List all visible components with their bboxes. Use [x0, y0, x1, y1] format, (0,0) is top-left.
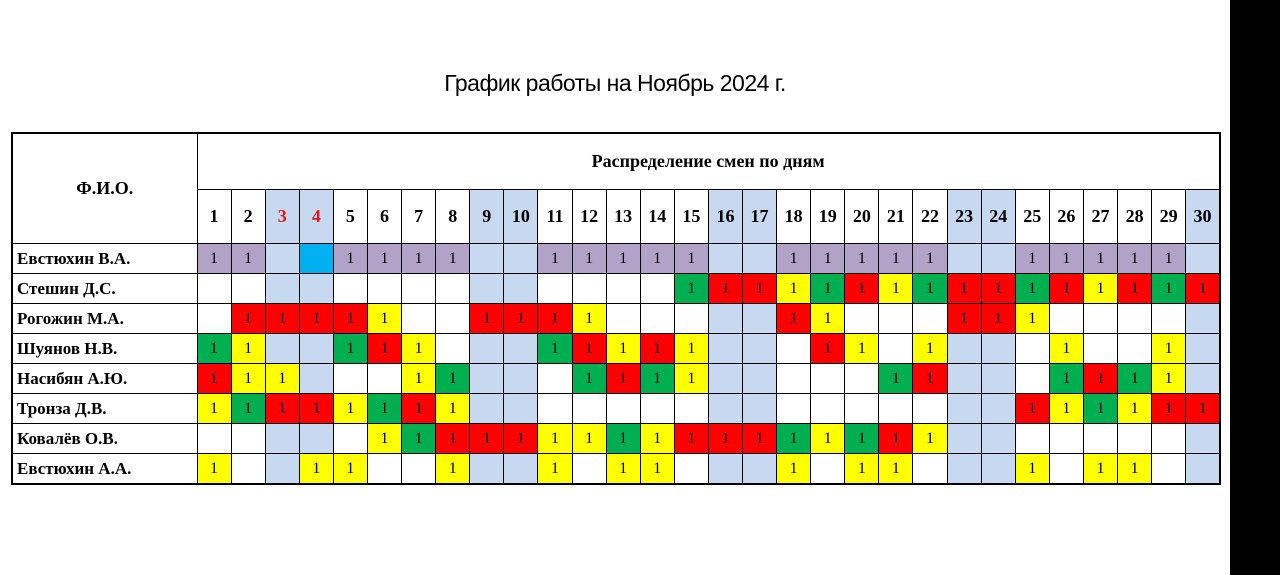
shift-cell: 1 [1083, 454, 1117, 485]
shift-cell: 1 [436, 424, 470, 454]
shift-cell [879, 394, 913, 424]
shift-cell [947, 334, 981, 364]
day-header-18: 18 [777, 190, 811, 244]
shift-cell [265, 244, 299, 274]
shift-cell: 1 [436, 454, 470, 485]
day-header-10: 10 [504, 190, 538, 244]
shift-cell: 1 [640, 334, 674, 364]
shift-cell [708, 304, 742, 334]
shift-cell: 1 [1118, 454, 1152, 485]
shift-cell: 1 [333, 334, 367, 364]
shift-cell [777, 364, 811, 394]
shift-cell [231, 454, 265, 485]
shift-cell [572, 394, 606, 424]
shift-cell: 1 [606, 454, 640, 485]
shift-cell [265, 454, 299, 485]
shift-cell: 1 [1083, 274, 1117, 304]
shift-cell: 1 [402, 424, 436, 454]
shift-distribution-header: Распределение смен по дням [197, 133, 1220, 190]
day-header-26: 26 [1049, 190, 1083, 244]
shift-cell [743, 304, 777, 334]
shift-cell [947, 424, 981, 454]
shift-cell [333, 364, 367, 394]
shift-cell [913, 304, 947, 334]
shift-cell [299, 274, 333, 304]
day-header-24: 24 [981, 190, 1015, 244]
shift-cell: 1 [367, 244, 401, 274]
shift-cell: 1 [1152, 334, 1186, 364]
shift-cell: 1 [1083, 244, 1117, 274]
shift-cell: 1 [777, 274, 811, 304]
shift-cell: 1 [743, 274, 777, 304]
shift-cell [947, 364, 981, 394]
shift-cell: 1 [1049, 274, 1083, 304]
shift-cell [299, 244, 333, 274]
shift-cell [1186, 244, 1220, 274]
shift-cell: 1 [1186, 394, 1220, 424]
shift-cell: 1 [1083, 394, 1117, 424]
day-header-5: 5 [333, 190, 367, 244]
shift-cell: 1 [708, 274, 742, 304]
day-header-1: 1 [197, 190, 231, 244]
shift-cell: 1 [913, 244, 947, 274]
employee-name: Рогожин М.А. [12, 304, 197, 334]
shift-cell [538, 394, 572, 424]
shift-cell [231, 424, 265, 454]
shift-cell: 1 [845, 424, 879, 454]
shift-cell [470, 394, 504, 424]
shift-cell [504, 244, 538, 274]
shift-cell: 1 [197, 364, 231, 394]
shift-cell [1049, 304, 1083, 334]
shift-cell [1083, 424, 1117, 454]
table-row [12, 454, 1220, 485]
shift-cell [1186, 334, 1220, 364]
shift-cell: 1 [231, 394, 265, 424]
shift-cell [1152, 304, 1186, 334]
shift-cell: 1 [504, 304, 538, 334]
shift-cell [981, 244, 1015, 274]
shift-cell [1152, 454, 1186, 485]
shift-cell [981, 334, 1015, 364]
shift-cell: 1 [777, 304, 811, 334]
shift-cell: 1 [367, 394, 401, 424]
shift-cell [674, 454, 708, 485]
shift-cell: 1 [265, 364, 299, 394]
shift-cell: 1 [1152, 364, 1186, 394]
day-header-2: 2 [231, 190, 265, 244]
shift-cell [606, 304, 640, 334]
shift-cell: 1 [811, 304, 845, 334]
shift-cell: 1 [572, 424, 606, 454]
employee-name: Стешин Д.С. [12, 274, 197, 304]
shift-cell: 1 [947, 274, 981, 304]
shift-cell [402, 454, 436, 485]
shift-cell [606, 394, 640, 424]
shift-cell: 1 [1049, 364, 1083, 394]
shift-cell: 1 [879, 364, 913, 394]
shift-cell [1186, 364, 1220, 394]
shift-cell [1015, 364, 1049, 394]
shift-cell: 1 [947, 304, 981, 334]
day-header-3: 3 [265, 190, 299, 244]
shift-cell: 1 [640, 454, 674, 485]
shift-cell [708, 244, 742, 274]
screen-edge-bar [1230, 0, 1280, 575]
day-header-19: 19 [811, 190, 845, 244]
shift-cell [299, 334, 333, 364]
day-header-23: 23 [947, 190, 981, 244]
shift-cell: 1 [538, 304, 572, 334]
shift-cell [743, 454, 777, 485]
employee-name: Евстюхин А.А. [12, 454, 197, 485]
employee-name: Шуянов Н.В. [12, 334, 197, 364]
employee-name: Евстюхин В.А. [12, 244, 197, 274]
shift-cell [947, 454, 981, 485]
shift-cell: 1 [1152, 274, 1186, 304]
shift-cell [197, 304, 231, 334]
shift-cell [845, 364, 879, 394]
shift-cell: 1 [470, 424, 504, 454]
shift-cell [367, 274, 401, 304]
shift-cell: 1 [1015, 394, 1049, 424]
shift-cell [572, 454, 606, 485]
shift-cell: 1 [436, 244, 470, 274]
shift-cell: 1 [674, 274, 708, 304]
day-header-30: 30 [1186, 190, 1220, 244]
table-row [12, 244, 1220, 274]
shift-cell: 1 [572, 304, 606, 334]
shift-cell: 1 [606, 334, 640, 364]
shift-cell: 1 [777, 454, 811, 485]
shift-cell [504, 334, 538, 364]
shift-cell [743, 244, 777, 274]
shift-cell: 1 [402, 364, 436, 394]
shift-cell [265, 424, 299, 454]
day-header-16: 16 [708, 190, 742, 244]
shift-cell: 1 [674, 244, 708, 274]
shift-cell: 1 [674, 364, 708, 394]
shift-cell [708, 454, 742, 485]
shift-cell: 1 [1015, 274, 1049, 304]
shift-cell: 1 [333, 244, 367, 274]
shift-cell: 1 [333, 304, 367, 334]
shift-cell [538, 274, 572, 304]
day-header-22: 22 [913, 190, 947, 244]
shift-cell: 1 [845, 274, 879, 304]
shift-cell: 1 [367, 304, 401, 334]
shift-cell: 1 [299, 394, 333, 424]
shift-cell: 1 [1049, 394, 1083, 424]
day-header-7: 7 [402, 190, 436, 244]
shift-cell [981, 364, 1015, 394]
shift-cell: 1 [231, 304, 265, 334]
schedule-table [11, 132, 1221, 485]
shift-cell [743, 334, 777, 364]
shift-cell [743, 364, 777, 394]
shift-cell: 1 [367, 334, 401, 364]
shift-cell: 1 [845, 454, 879, 485]
shift-cell [1049, 424, 1083, 454]
day-header-29: 29 [1152, 190, 1186, 244]
shift-cell: 1 [879, 424, 913, 454]
shift-cell [470, 244, 504, 274]
shift-cell [845, 304, 879, 334]
shift-cell: 1 [504, 424, 538, 454]
shift-cell [640, 274, 674, 304]
shift-cell [1118, 424, 1152, 454]
shift-cell [470, 364, 504, 394]
page-title: График работы на Ноябрь 2024 г. [444, 70, 786, 96]
shift-cell: 1 [640, 244, 674, 274]
shift-cell: 1 [1152, 394, 1186, 424]
shift-cell [811, 454, 845, 485]
shift-cell [333, 424, 367, 454]
table-row [12, 364, 1220, 394]
table-row [12, 274, 1220, 304]
shift-cell: 1 [538, 424, 572, 454]
shift-cell: 1 [1083, 364, 1117, 394]
shift-cell: 1 [402, 244, 436, 274]
shift-cell: 1 [1118, 244, 1152, 274]
shift-cell [1015, 424, 1049, 454]
shift-cell: 1 [981, 304, 1015, 334]
shift-cell [504, 364, 538, 394]
employee-name: Тронза Д.В. [12, 394, 197, 424]
shift-cell: 1 [1118, 394, 1152, 424]
shift-cell: 1 [197, 394, 231, 424]
day-header-9: 9 [470, 190, 504, 244]
shift-cell: 1 [674, 424, 708, 454]
shift-cell: 1 [436, 394, 470, 424]
shift-cell: 1 [572, 334, 606, 364]
shift-cell: 1 [265, 304, 299, 334]
employee-name: Ковалёв О.В. [12, 424, 197, 454]
shift-cell [947, 244, 981, 274]
shift-cell: 1 [1049, 244, 1083, 274]
shift-cell [913, 394, 947, 424]
shift-cell [504, 454, 538, 485]
shift-cell: 1 [845, 334, 879, 364]
shift-cell: 1 [1015, 454, 1049, 485]
shift-cell: 1 [402, 334, 436, 364]
shift-cell: 1 [811, 274, 845, 304]
shift-cell: 1 [436, 364, 470, 394]
shift-cell: 1 [640, 424, 674, 454]
shift-cell [333, 274, 367, 304]
shift-cell [981, 394, 1015, 424]
shift-cell [197, 424, 231, 454]
shift-cell [811, 364, 845, 394]
day-header-11: 11 [538, 190, 572, 244]
shift-cell: 1 [333, 454, 367, 485]
shift-cell [402, 304, 436, 334]
shift-cell [708, 394, 742, 424]
shift-cell: 1 [811, 424, 845, 454]
shift-cell [913, 454, 947, 485]
shift-cell [743, 394, 777, 424]
shift-cell: 1 [1015, 304, 1049, 334]
shift-cell: 1 [708, 424, 742, 454]
shift-cell: 1 [231, 334, 265, 364]
shift-cell: 1 [470, 304, 504, 334]
shift-cell: 1 [913, 424, 947, 454]
shift-cell [1049, 454, 1083, 485]
shift-cell [470, 334, 504, 364]
shift-cell [777, 334, 811, 364]
shift-cell [299, 424, 333, 454]
day-header-6: 6 [367, 190, 401, 244]
shift-cell: 1 [572, 244, 606, 274]
shift-cell: 1 [538, 244, 572, 274]
shift-cell [265, 274, 299, 304]
employee-name: Насибян А.Ю. [12, 364, 197, 394]
shift-cell [640, 304, 674, 334]
shift-cell: 1 [879, 454, 913, 485]
shift-cell [981, 454, 1015, 485]
shift-cell [981, 424, 1015, 454]
shift-cell [367, 454, 401, 485]
day-header-13: 13 [606, 190, 640, 244]
shift-cell [231, 274, 265, 304]
shift-cell [470, 274, 504, 304]
day-header-15: 15 [674, 190, 708, 244]
shift-cell: 1 [538, 454, 572, 485]
shift-cell: 1 [197, 454, 231, 485]
day-header-8: 8 [436, 190, 470, 244]
shift-cell [1186, 424, 1220, 454]
shift-cell [470, 454, 504, 485]
shift-cell: 1 [913, 334, 947, 364]
table-row [12, 394, 1220, 424]
shift-cell [367, 364, 401, 394]
shift-cell [1186, 304, 1220, 334]
shift-cell: 1 [1118, 364, 1152, 394]
day-header-27: 27 [1083, 190, 1117, 244]
shift-cell: 1 [1049, 334, 1083, 364]
shift-cell [1118, 334, 1152, 364]
shift-cell [1152, 424, 1186, 454]
shift-cell: 1 [197, 244, 231, 274]
shift-cell [436, 334, 470, 364]
shift-cell [879, 334, 913, 364]
shift-cell: 1 [1186, 274, 1220, 304]
shift-cell [504, 274, 538, 304]
shift-cell: 1 [777, 244, 811, 274]
shift-cell [777, 394, 811, 424]
shift-cell: 1 [777, 424, 811, 454]
shift-cell: 1 [845, 244, 879, 274]
shift-cell [640, 394, 674, 424]
day-header-25: 25 [1015, 190, 1049, 244]
shift-cell: 1 [299, 454, 333, 485]
shift-cell [708, 334, 742, 364]
shift-cell: 1 [538, 334, 572, 364]
shift-cell: 1 [640, 364, 674, 394]
shift-cell: 1 [1152, 244, 1186, 274]
shift-cell [538, 364, 572, 394]
shift-cell: 1 [913, 274, 947, 304]
table-row [12, 304, 1220, 334]
shift-cell: 1 [913, 364, 947, 394]
shift-cell [1083, 334, 1117, 364]
shift-cell: 1 [299, 304, 333, 334]
day-header-12: 12 [572, 190, 606, 244]
shift-cell: 1 [231, 364, 265, 394]
shift-cell [1015, 334, 1049, 364]
shift-cell: 1 [606, 364, 640, 394]
shift-cell [1118, 304, 1152, 334]
shift-cell [402, 274, 436, 304]
shift-cell [845, 394, 879, 424]
shift-cell [1083, 304, 1117, 334]
shift-cell: 1 [231, 244, 265, 274]
shift-cell [947, 394, 981, 424]
shift-cell: 1 [811, 334, 845, 364]
shift-cell [572, 274, 606, 304]
shift-cell [879, 304, 913, 334]
shift-cell [265, 334, 299, 364]
shift-cell: 1 [367, 424, 401, 454]
shift-cell: 1 [1015, 244, 1049, 274]
shift-cell: 1 [572, 364, 606, 394]
shift-cell: 1 [879, 274, 913, 304]
shift-cell [1186, 454, 1220, 485]
day-header-21: 21 [879, 190, 913, 244]
shift-cell [674, 304, 708, 334]
day-header-17: 17 [743, 190, 777, 244]
shift-cell [504, 394, 538, 424]
shift-cell: 1 [981, 274, 1015, 304]
shift-cell [299, 364, 333, 394]
day-header-14: 14 [640, 190, 674, 244]
shift-cell [197, 274, 231, 304]
table-row [12, 334, 1220, 364]
shift-cell [674, 394, 708, 424]
shift-cell [436, 274, 470, 304]
shift-cell: 1 [265, 394, 299, 424]
shift-cell [811, 394, 845, 424]
shift-cell: 1 [811, 244, 845, 274]
shift-cell: 1 [1118, 274, 1152, 304]
shift-cell: 1 [197, 334, 231, 364]
name-column-header: Ф.И.О. [12, 133, 197, 244]
shift-cell: 1 [606, 424, 640, 454]
shift-cell: 1 [743, 424, 777, 454]
shift-cell [436, 304, 470, 334]
day-header-4: 4 [299, 190, 333, 244]
shift-cell: 1 [879, 244, 913, 274]
table-row [12, 424, 1220, 454]
day-header-20: 20 [845, 190, 879, 244]
shift-cell: 1 [402, 394, 436, 424]
shift-cell: 1 [674, 334, 708, 364]
shift-cell [708, 364, 742, 394]
shift-cell: 1 [333, 394, 367, 424]
shift-cell [606, 274, 640, 304]
shift-cell: 1 [606, 244, 640, 274]
day-header-28: 28 [1118, 190, 1152, 244]
